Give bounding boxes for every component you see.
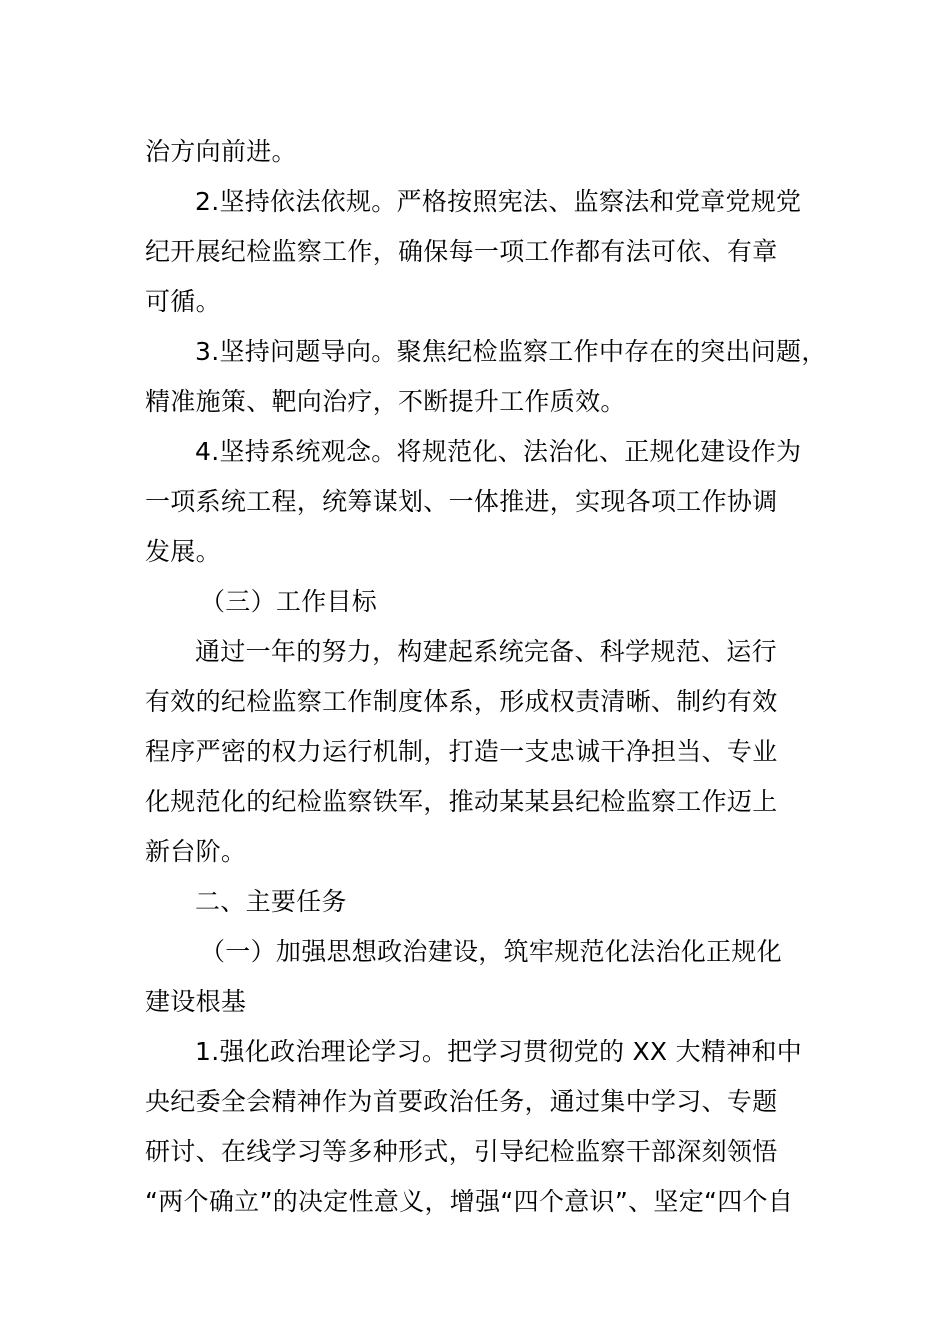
subsection-heading: （一）加强思想政治建设，筑牢规范化法治化正规化 — [200, 937, 782, 966]
text-line: 3.坚持问题导向。聚焦纪检监察工作中存在的突出问题， — [195, 337, 827, 366]
text-line: 程序严密的权力运行机制，打造一支忠诚干净担当、专业 — [145, 737, 778, 766]
subsection-heading: 建设根基 — [145, 987, 247, 1016]
text-line: 精准施策、靶向治疗，不断提升工作质效。 — [145, 387, 626, 416]
text-line: 化规范化的纪检监察铁军，推动某某县纪检监察工作迈上 — [145, 787, 778, 816]
section-heading: （三）工作目标 — [200, 587, 378, 616]
text-line: 央纪委全会精神作为首要政治任务，通过集中学习、专题 — [145, 1087, 778, 1116]
text-line: 4.坚持系统观念。将规范化、法治化、正规化建设作为 — [195, 437, 802, 466]
text-line: 有效的纪检监察工作制度体系，形成权责清晰、制约有效 — [145, 687, 778, 716]
text-line: 研讨、在线学习等多种形式，引导纪检监察干部深刻领悟 — [145, 1137, 778, 1166]
text-line: 一项系统工程，统筹谋划、一体推进，实现各项工作协调 — [145, 487, 778, 516]
text-line: 发展。 — [145, 537, 221, 566]
text-line: 通过一年的努力，构建起系统完备、科学规范、运行 — [195, 637, 777, 666]
text-line: 纪开展纪检监察工作，确保每一项工作都有法可依、有章 — [145, 237, 778, 266]
text-line: “两个确立”的决定性意义，增强“四个意识”、坚定“四个自 — [145, 1187, 794, 1216]
text-line: 1.强化政治理论学习。把学习贯彻党的 XX 大精神和中 — [195, 1037, 803, 1066]
text-line: 2.坚持依法依规。严格按照宪法、监察法和党章党规党 — [195, 187, 802, 216]
section-heading: 二、主要任务 — [195, 887, 347, 916]
text-line: 治方向前进。 — [145, 137, 297, 166]
text-line: 新台阶。 — [145, 837, 247, 866]
text-line: 可循。 — [145, 287, 221, 316]
